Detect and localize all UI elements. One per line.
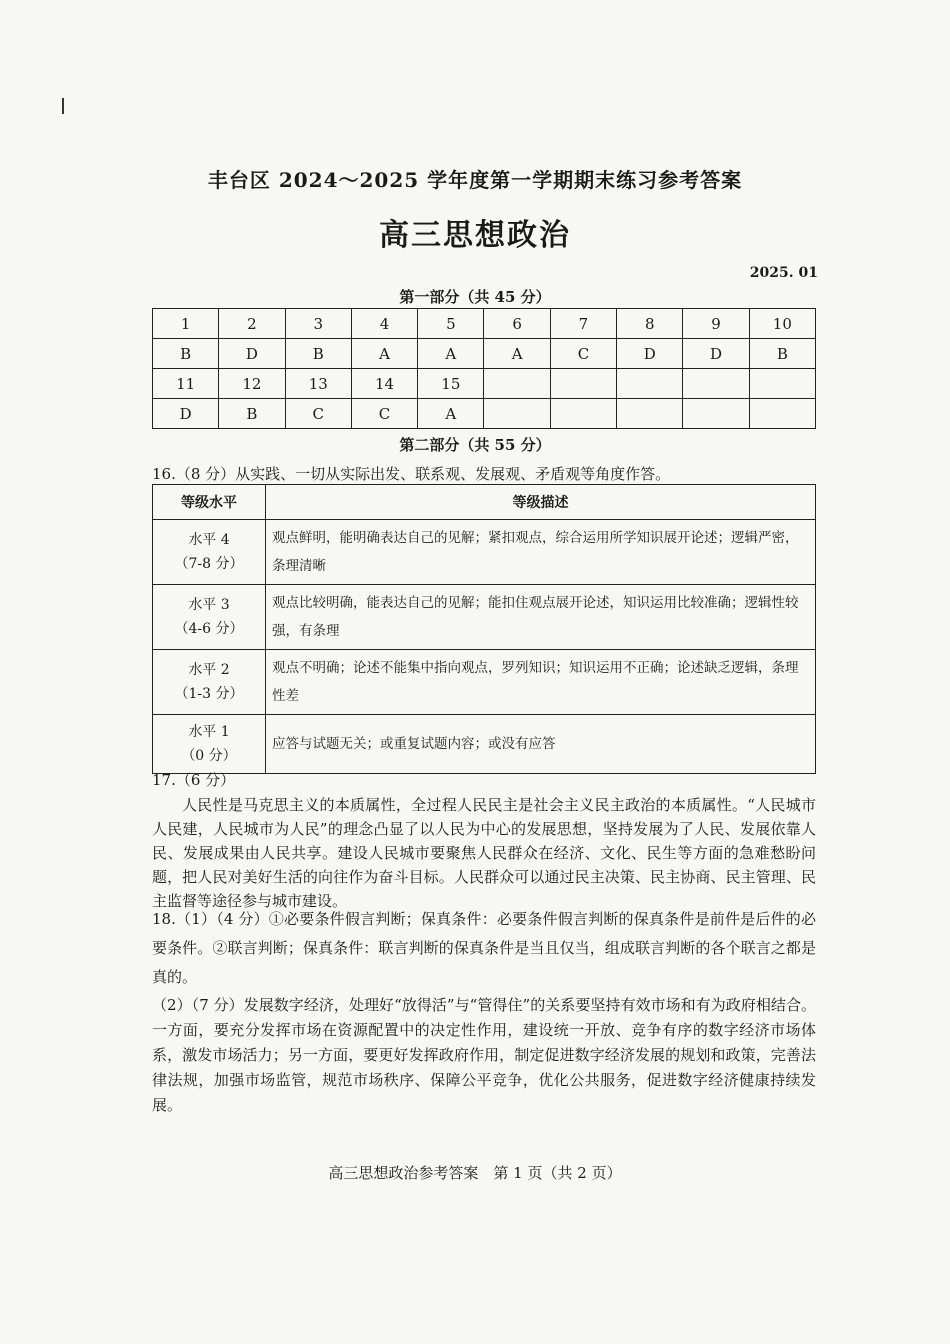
- level-name: 水平 2: [188, 662, 230, 678]
- question-number-cell: [749, 369, 815, 399]
- margin-mark: [62, 98, 64, 114]
- answer-row: [153, 399, 816, 429]
- level-name: 水平 3: [188, 597, 230, 613]
- answer-cell: A: [418, 339, 484, 369]
- level-description: 观点不明确；论述不能集中指向观点，罗列知识；知识运用不正确；论述缺乏逻辑，条理性差: [266, 650, 816, 715]
- level-row: [153, 715, 816, 774]
- question-number-cell: 6: [484, 309, 550, 339]
- question-number-cell: [617, 369, 683, 399]
- question-number-cell: 10: [749, 309, 815, 339]
- answer-cell: B: [219, 399, 285, 429]
- question-number-cell: 7: [550, 309, 616, 339]
- answer-cell: [617, 399, 683, 429]
- answer-cell: B: [749, 339, 815, 369]
- question-number-cell: [550, 369, 616, 399]
- question-number-row: [153, 369, 816, 399]
- answer-cell: C: [285, 399, 351, 429]
- answer-cell: [683, 399, 749, 429]
- level-name: 水平 4: [188, 532, 230, 548]
- question-number-cell: 8: [617, 309, 683, 339]
- question-number-cell: 1: [153, 309, 219, 339]
- question-17-answer: 人民性是马克思主义的本质属性，全过程人民民主是社会主义民主政治的本质属性。“人民城市人民建，人民城市为人民”的理念凸显了以人民为中心的发展思想，坚持发展为了人民、发展依靠人民、发展成果由人民共享。建设人民城市要聚焦人民群众在经济、文化、民生等方面的急难愁盼问题，把人民对美好生活的向往作为奋斗目标。人民群众可以通过民主决策、民主协商、民主管理、民主监督等途径参与城市建设。: [152, 796, 816, 910]
- question-number-cell: 2: [219, 309, 285, 339]
- question-number-cell: 14: [351, 369, 417, 399]
- level-name: 水平 1: [188, 724, 230, 740]
- level-description: 应答与试题无关；或重复试题内容；或没有应答: [266, 715, 816, 774]
- question-number-cell: 13: [285, 369, 351, 399]
- answer-cell: D: [219, 339, 285, 369]
- answer-cell: D: [153, 399, 219, 429]
- question-number-cell: [484, 369, 550, 399]
- question-number-cell: 5: [418, 309, 484, 339]
- question-number-cell: 11: [153, 369, 219, 399]
- answer-cell: [550, 399, 616, 429]
- page-footer: 高三思想政治参考答案 第 1 页（共 2 页）: [328, 1164, 622, 1182]
- question-number-cell: [683, 369, 749, 399]
- answer-cell: D: [683, 339, 749, 369]
- question-18-part2: （2）（7 分）发展数字经济，处理好“放得活”与“管得住”的关系要坚持有效市场和有为政府相结合。一方面，要充分发挥市场在资源配置中的决定性作用，建设统一开放、竞争有序的数字经济市场体系，激发市场活力；另一方面，要更好发挥政府作用，制定促进数字经济发展的规划和政策，完善法律法规，加强市场监管，规范市场秩序、保障公平竞争，优化公共服务，促进数字经济健康持续发展。: [152, 996, 816, 1114]
- document-date: 2025. 01: [749, 265, 818, 281]
- subject-title: 高三思想政治: [379, 218, 571, 253]
- answer-cell: C: [550, 339, 616, 369]
- answer-row: [153, 339, 816, 369]
- level-score: （7-8 分）: [174, 556, 244, 572]
- question-number-cell: 4: [351, 309, 417, 339]
- grading-table: [152, 484, 816, 774]
- question-18-part1: 18.（1）（4 分）①必要条件假言判断；保真条件：必要条件假言判断的保真条件是前件是后件的必要条件。②联言判断；保真条件：联言判断的保真条件是当且仅当，组成联言判断的各个联言之都是真的。: [152, 910, 816, 986]
- level-description: 观点鲜明，能明确表达自己的见解；紧扣观点，综合运用所学知识展开论述；逻辑严密，条理清晰: [266, 520, 816, 585]
- part1-heading: 第一部分（共 45 分）: [399, 288, 551, 306]
- question-number-cell: 9: [683, 309, 749, 339]
- level-row: [153, 520, 816, 585]
- level-description: 观点比较明确，能表达自己的见解；能扣住观点展开论述，知识运用比较准确；逻辑性较强，有条理: [266, 585, 816, 650]
- question-17-label: 17.（6 分）: [152, 771, 236, 789]
- level-score: （1-3 分）: [174, 686, 244, 702]
- answer-cell: [749, 399, 815, 429]
- level-score: （0 分）: [181, 748, 237, 764]
- question-16-intro: 16.（8 分）从实践、一切从实际出发、联系观、发展观、矛盾观等角度作答。: [152, 465, 671, 483]
- answer-table: [152, 308, 816, 429]
- level-column-header: 等级水平: [153, 485, 266, 520]
- answer-cell: D: [617, 339, 683, 369]
- question-number-cell: 15: [418, 369, 484, 399]
- level-score: （4-6 分）: [174, 621, 244, 637]
- part2-heading: 第二部分（共 55 分）: [399, 436, 551, 454]
- document-title: 丰台区 2024～2025 学年度第一学期期末练习参考答案: [207, 168, 743, 192]
- level-row: [153, 650, 816, 715]
- question-number-row: [153, 309, 816, 339]
- answer-cell: A: [418, 399, 484, 429]
- answer-cell: A: [351, 339, 417, 369]
- description-column-header: 等级描述: [266, 485, 816, 520]
- level-row: [153, 585, 816, 650]
- question-number-cell: 3: [285, 309, 351, 339]
- answer-cell: B: [285, 339, 351, 369]
- question-number-cell: 12: [219, 369, 285, 399]
- answer-cell: C: [351, 399, 417, 429]
- answer-cell: B: [153, 339, 219, 369]
- answer-cell: A: [484, 339, 550, 369]
- answer-cell: [484, 399, 550, 429]
